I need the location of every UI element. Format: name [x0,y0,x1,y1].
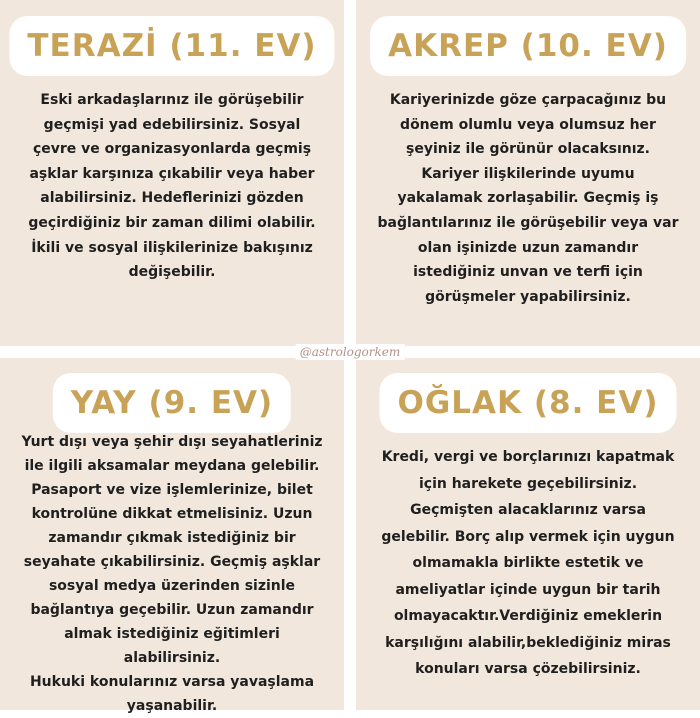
card-body: Eski arkadaşlarınız ile görüşebilir geçmişi yad edebilirsiniz. Sosyal çevre ve organizasyonlarda geçmiş aşklar karşınıza çıkabilir veya haber alabilirsiniz. Hedeflerinizi gözden geçirdiğiniz bir zaman dilimi olabilir. İkili ve sosyal ilişkilerinize bakışınız değişebilir. [28,92,316,281]
card-akrep [356,0,700,346]
card-title: YAY (9. EV) [53,373,291,433]
card-title: OĞLAK (8. EV) [380,373,677,433]
card-title: TERAZİ (11. EV) [9,16,334,76]
card-title: AKREP (10. EV) [370,16,686,76]
card-body: Kariyerinizde göze çarpacağınız bu dönem olumlu veya olumsuz her şeyiniz ile görünür olacaksınız. Kariyer ilişkilerinde uyumu yakalamak zorlaşabilir. Geçmiş iş bağlantılarınız ile görüşebilir veya var olan işinizde uzun zamandır istediğiniz unvan ve terfi için görüşmeler yapabilirsiniz. [377,92,679,305]
card-oglak [356,358,700,710]
card-terazi [0,0,344,346]
card-body: Yurt dışı veya şehir dışı seyahatleriniz ile ilgili aksamalar meydana gelebilir. Pasaport ve vize işlemlerinize, bilet kontrolüne dikkat etmelisiniz. Uzun zamandır çıkmak istediğiniz bir seyahate çıkabilirsiniz. Geçmiş aşklar sosyal medya üzerinden sizinle bağlantıya geçebilir. Uzun zamandır almak istediğiniz eğitimleri alabilirsiniz. Hukuki konularınız varsa yavaşlama yaşanabilir. [21,434,323,714]
card-yay [0,358,344,714]
watermark-handle: @astrologorkem [296,344,405,360]
card-body: Kredi, vergi ve borçlarınızı kapatmak için harekete geçebilirsiniz. Geçmişten alacaklarınız varsa gelebilir. Borç alıp vermek için uygun olmamakla birlikte estetik ve ameliyatlar içinde uygun bir tarih olmayacaktır.Verdiğiniz emeklerin karşılığını alabilir,beklediğiniz miras konuları varsa çözebilirsiniz. [381,449,675,677]
